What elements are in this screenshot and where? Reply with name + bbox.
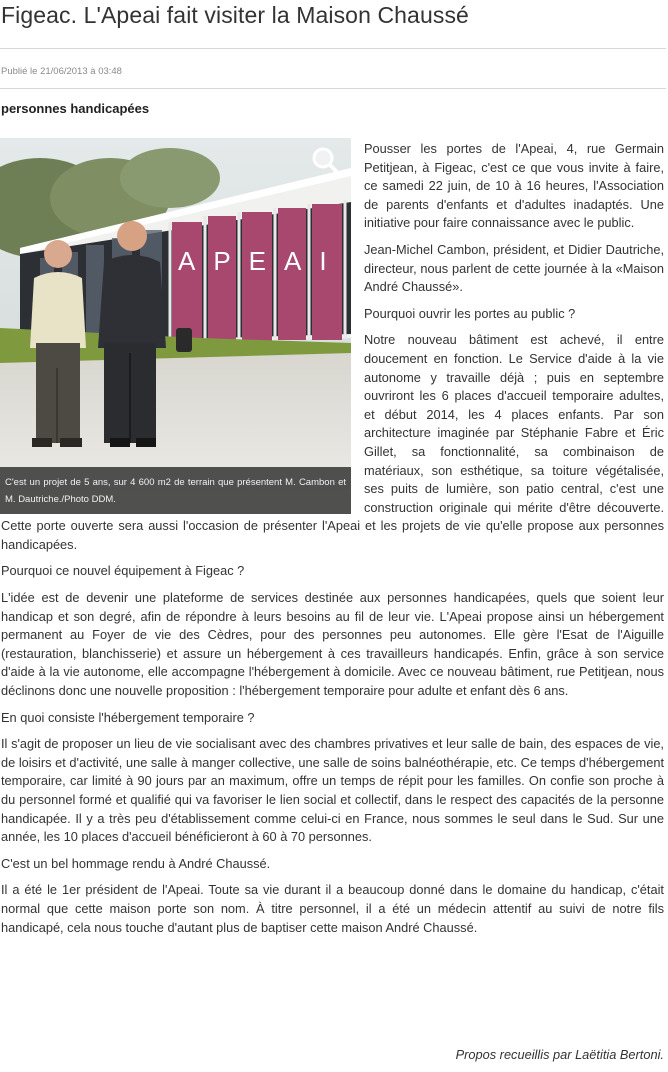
question-temporary-housing: En quoi consiste l'hébergement temporaire ? — [1, 709, 255, 725]
question-new-facility: Pourquoi ce nouvel équipement à Figeac ? — [1, 563, 245, 579]
title-divider — [0, 48, 666, 49]
author-signature: Propos recueillis par Laëtitia Bertoni. — [455, 1047, 664, 1062]
answer-open-doors: Notre nouveau bâtiment est achevé, il entre doucement en fonction. Le Service d'aide à la vie autonome y travaille déjà ; puis en septembre ouvriront les 6 places d'accueil temporaire adultes, et début 2014, les 4 places enfants. Par son architecture imaginée par Stéphanie Fabre et Éric Gillet, sa fonctionnalité, sa combinaison de matériaux, son esthétique, sa toiture végétalisée, ses puits de lumière, son patio central, c'est une construction originale qui mérite d'être découverte. Cette porte ouverte sera aussi l'occasion de présenter l'Apeai et les projets de vie qu'elle propose aux personnes handicapées. — [1, 332, 664, 552]
paragraph-speakers: Jean-Michel Cambon, président, et Didier Dautriche, directeur, nous parlent de cette journée à la «Maison André Chaussé». — [364, 241, 664, 295]
article-kicker: personnes handicapées — [1, 101, 150, 116]
sign-letters: APEAI — [178, 246, 345, 276]
paragraph-intro: Pousser les portes de l'Apeai, 4, rue Germain Petitjean, à Figeac, c'est ce que vous invite à faire, ce samedi 22 juin, de 10 à 16 heures, l'Association de parents d'enfants et d'adultes inadaptés. Une initiative pour faire connaissance avec le public. — [364, 141, 664, 231]
question-open-doors: Pourquoi ouvrir les portes au public ? — [364, 305, 576, 321]
answer-temporary-housing: Il s'agit de proposer un lieu de vie socialisant avec des chambres privatives et leur salle de bain, des espaces de vie, de loisirs et d'activité, une salle à manger collective, une salle de soins balnéothérapie, etc. Ce temps d'hébergement temporaire, car limité à 90 jours par an maximum, offre un temps de répit pour les familles. On confie son proche à du personnel formé et qualifié qui va favoriser le lien social et collectif, dans le respect des capacités de la personne handicapée. Il y a très peu d'établissement comme celui-ci en France, nous sommes le seul dans le Sud. Sur une année, les 10 places d'accueil bénéficieront à 60 à 70 personnes. — [1, 736, 664, 845]
photo-caption: C'est un projet de 5 ans, sur 4 600 m2 de terrain que présentent M. Cambon et M. Dautriche./Photo DDM. — [0, 467, 351, 514]
article-body — [1, 140, 664, 945]
photo-spacer — [1, 140, 364, 508]
answer-new-facility: L'idée est de devenir une plateforme de services destinée aux personnes handicapées, quels que soient leur handicap et son degré, afin de répondre à leurs besoins au fil de leur vie. L'Apeai propose ainsi un hébergement permanent au Foyer de vie des Cèdres, pour des personnes peu autonomes. Elle gère l'Esat de l'Aiguille (restauration, blanchisserie) et assure un hébergement à ces travailleurs handicapés. Enfin, grâce à son service d'aide à la vie autonome, elle accompagne l'hébergement à domicile. Avec ce nouveau bâtiment, rue Petitjean, nous déclinons donc une nouvelle proposition : l'hébergement temporaire pour adulte et enfant dès 6 ans. — [1, 590, 664, 699]
question-tribute: C'est un bel hommage rendu à André Chaussé. — [1, 855, 271, 871]
answer-tribute: Il a été le 1er président de l'Apeai. Toute sa vie durant il a beaucoup donné dans le domaine du handicap, c'était normal que cette maison porte son nom. À titre personnel, il a été un médecin attentif au suivi de notre fils handicapé, cela nous touche d'autant plus de baptiser cette maison André Chaussé. — [1, 882, 664, 935]
article-title: Figeac. L'Apeai fait visiter la Maison Chaussé — [1, 2, 469, 28]
meta-divider — [0, 88, 666, 89]
publication-date: Publié le 21/06/2013 à 03:48 — [1, 66, 122, 77]
